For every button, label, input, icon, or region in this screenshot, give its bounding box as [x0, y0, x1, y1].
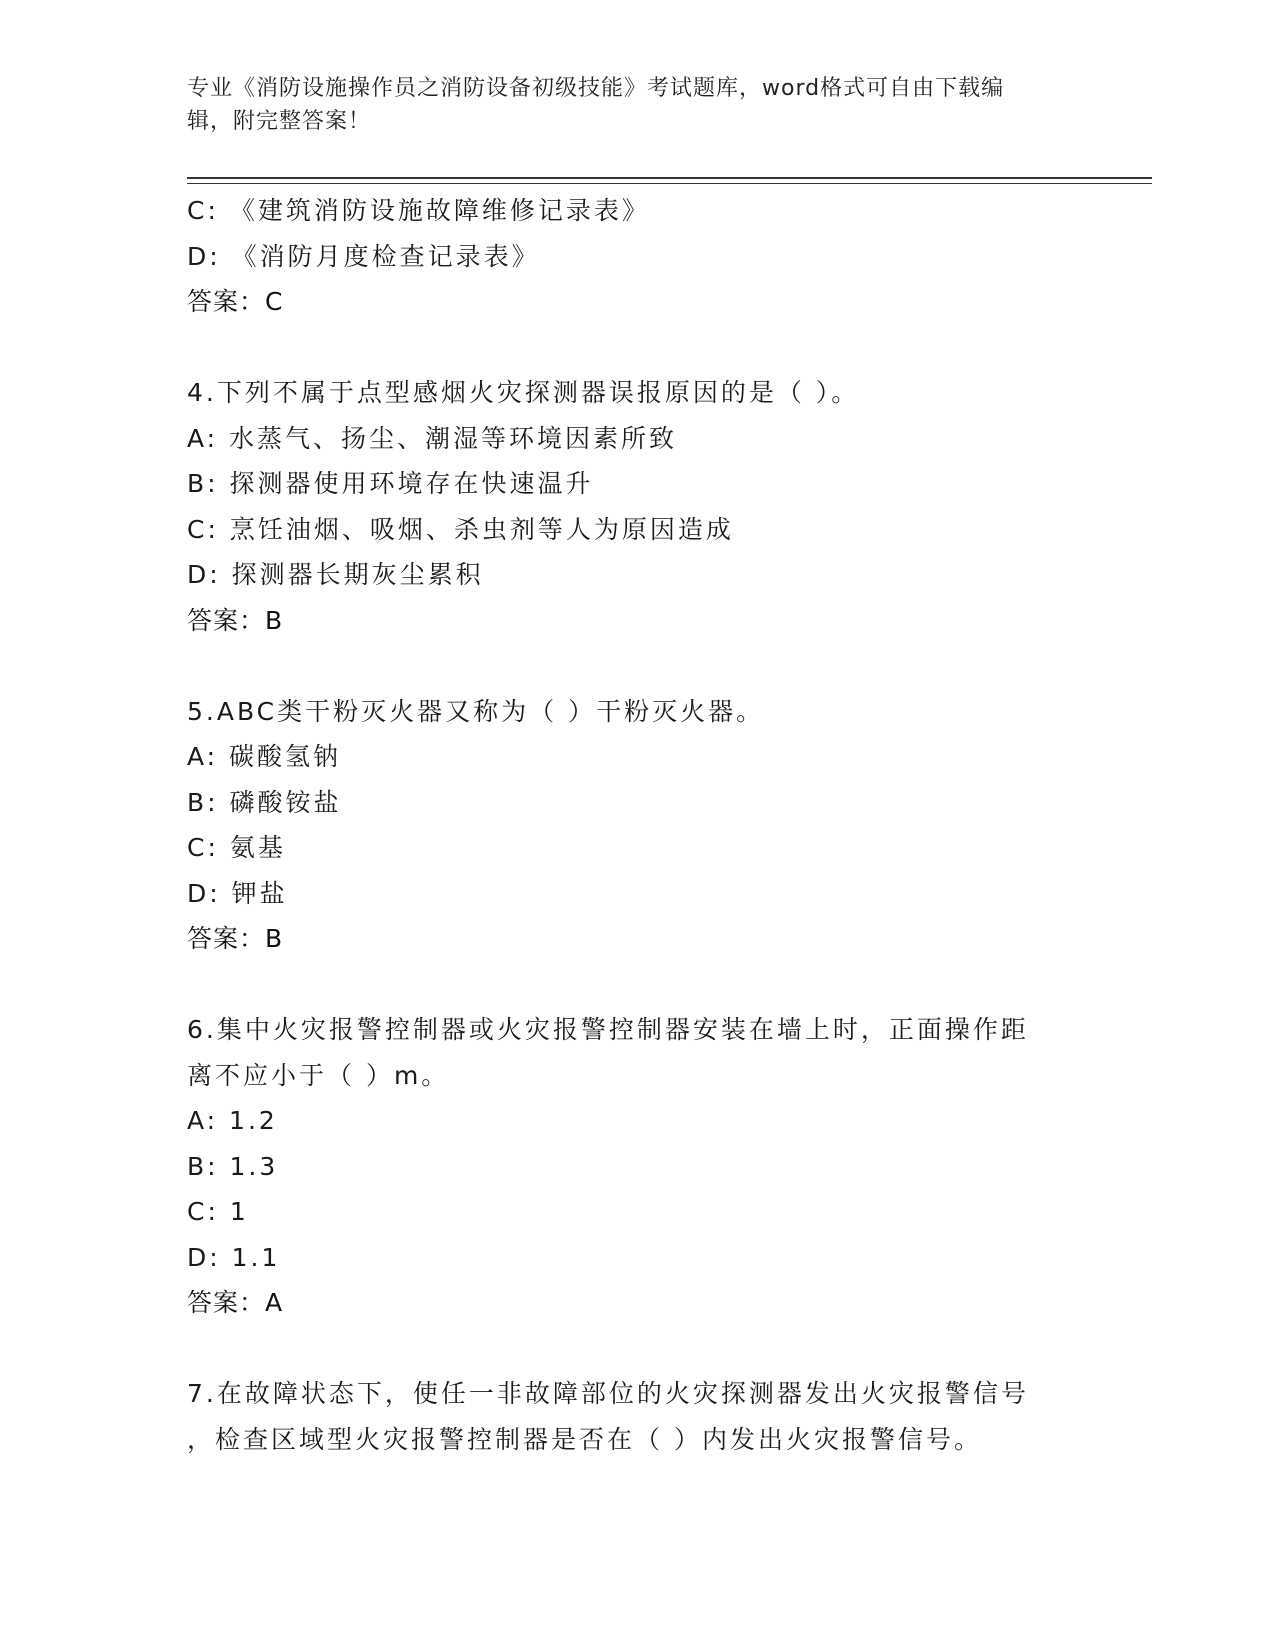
- header-divider-thin: [187, 183, 1152, 184]
- option-c: C: 《建筑消防设施故障维修记录表》: [187, 196, 650, 225]
- option-a: A: 碳酸氢钠: [187, 742, 342, 771]
- answer-line: 答案：B: [187, 924, 284, 953]
- question-stem-line-1: 7.在故障状态下，使任一非故障部位的火灾探测器发出火灾报警信号: [187, 1379, 1029, 1408]
- question-stem: 5.ABC类干粉灭火器又称为（ ）干粉灭火器。: [187, 696, 765, 726]
- question-4: [187, 370, 1087, 643]
- option-c: C: 1: [187, 1197, 249, 1226]
- question-6: [187, 1007, 1087, 1326]
- option-d: D: 探测器长期灰尘累积: [187, 560, 484, 589]
- option-c: C: 氨基: [187, 833, 286, 862]
- question-5: [187, 689, 1087, 962]
- header-line-2: 辑，附完整答案！: [187, 109, 372, 134]
- spacer: [187, 325, 1087, 371]
- option-a: A: 水蒸气、扬尘、潮湿等环境因素所致: [187, 423, 678, 453]
- option-b: B: 磷酸铵盐: [187, 787, 342, 817]
- question-3-tail: [187, 188, 1087, 325]
- spacer: [187, 962, 1087, 1008]
- spacer: [187, 1326, 1087, 1372]
- spacer: [187, 643, 1087, 689]
- question-stem-line-2: 离不应小于（ ）m。: [187, 1060, 450, 1090]
- header-divider-thick: [187, 177, 1152, 179]
- option-c: C: 烹饪油烟、吸烟、杀虫剂等人为原因造成: [187, 514, 734, 544]
- option-b: B: 1.3: [187, 1151, 279, 1181]
- option-d: D: 钾盐: [187, 878, 288, 908]
- question-list: [187, 188, 1087, 1462]
- answer-line: 答案：B: [187, 605, 284, 635]
- option-b: B: 探测器使用环境存在快速温升: [187, 469, 594, 498]
- answer-line: 答案：C: [187, 287, 284, 316]
- question-stem-line-1: 6.集中火灾报警控制器或火灾报警控制器安装在墙上时，正面操作距: [187, 1015, 1029, 1044]
- option-d: D: 《消防月度检查记录表》: [187, 241, 540, 271]
- question-stem: 4.下列不属于点型感烟火灾探测器误报原因的是（ ）。: [187, 378, 860, 407]
- document-header: [187, 72, 1087, 138]
- question-stem-line-2: ，检查区域型火灾报警控制器是否在（ ）内发出火灾报警信号。: [187, 1424, 982, 1454]
- header-line-1: 专业《消防设施操作员之消防设备初级技能》考试题库，word格式可自由下载编: [187, 76, 1005, 101]
- question-7: [187, 1371, 1087, 1462]
- option-a: A: 1.2: [187, 1106, 278, 1135]
- option-d: D: 1.1: [187, 1242, 281, 1272]
- answer-line: 答案：A: [187, 1288, 284, 1317]
